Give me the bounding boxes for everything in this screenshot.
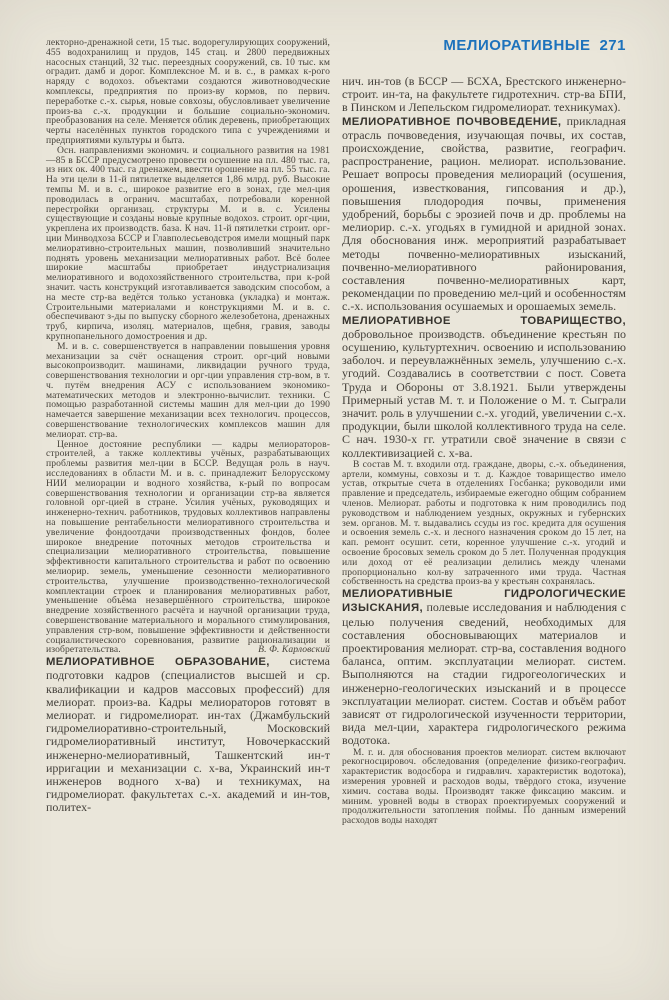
entry-headword: МЕЛИОРАТИВНОЕ ОБРАЗОВАНИЕ, <box>46 656 270 669</box>
entry-headword: МЕЛИОРАТИВНЫЕ ГИДРОЛОГИЧЕСКИЕ ИЗЫСКАНИЯ, <box>342 588 626 615</box>
text-columns <box>46 38 626 826</box>
entry-text: полевые исследования и наблюдения с целью получения сведений, необходимых для составления обосновывающих материалов и проектирования мелиорат. стр-ва, составления водного баланса, оптим. эксплуатации мелиорат. систем. Выполняются на стадии гидрогеологических и инженерно-геологических изысканий и в процессе эксплуатации мелиорат. систем. Состав и объём работ зависят от гидрологической изученности территории, вида мел-ции, характера гидрологического режима водотока. <box>342 600 627 748</box>
paragraph: лекторно-дренажной сети, 15 тыс. водорегулирующих сооружений, 455 водохранилищ и прудов, 145 стац. и 2800 передвижных насосных станций, 32 тыс. переездных сооружений, св. 10 тыс. км оградит. дамб и дорог. Комплексное М. и в. с., в рамках к-рого наряду с водохоз. объектами создаются животноводческие комплексы, предприятия по произ-ву кормов, по первич. переработке с.-х. сырья, новые совхозы, обусловливает увеличение произ-ва с.-х. продукции и большие социально-экономич. преобразования на селе. Меняется облик деревень, приобретающих черты населённых пунктов городского типа с учреждениями и предприятиями культуры и быта. <box>46 37 331 146</box>
right-column <box>342 38 626 826</box>
entry-text: добровольное производств. объединение крестьян по осушению, культуртехнич. освоению и использованию заболоч. и переувлажнённых земель, улучшению с.-х. угодий. Создавались в соответствии с пост. Совета Труда и Обороны от 3.8.1921. Были утверждены Примерный устав М. т. и Положение о М. т. Сыграли значит. роль в улучшении с.-х. угодий, увеличении с.-х. продукции, были школой коллективного труда на селе. С нач. 1930-х гг. утратили своё значение в связи с коллективизацией с. х-ва. <box>342 326 626 460</box>
entry-headword: МЕЛИОРАТИВНОЕ ТОВАРИЩЕСТВО, <box>342 314 626 327</box>
entry-meliorativnoe-tovarishchestvo <box>342 314 626 460</box>
paragraph-text: Ценное достояние республики — кадры мелиораторов-строителей, а также коллективы учёных, разрабатывающих проблемы развития мел-ции в БССР. Ведущая роль в науч. исследованиях в области М. и в. с. принадлежит Белорусскому НИИ мелиорации и водного хозяйства, к-рый по вопросам совершенствования технологии и организации стр-ва является головной орг-цией в стране. Усилия учёных, руководящих и инженерно-технич. работников, трудовых коллективов направлены на повышение рентабельности мелиоративного строительства и увеличение фондоотдачи производственных фондов, более широкое внедрение поточных методов строительства и специализации мелиоративного строительства, повышение эффективности капитального строительства и работ по освоению мелиорир. земель, уменьшение сезонности мелиоративного строительства, улучшение производственно-технологической комплектации строек и планирования мелиоративных работ, уменьшение объёма незавершённого строительства, широкое внедрение хозяйственного расчёта и научной организации труда, совершенствование материального и морального стимулирования, управления стр-вом, повышение эффективности и действенности социалистического соревнования, развитие рационализации и изобретательства. <box>46 438 330 656</box>
entry-meliorativnoe-pochvovedenie <box>342 115 626 314</box>
paragraph: В состав М. т. входили отд. граждане, дворы, с.-х. объединения, артели, коммуны, совхозы и т. д. Каждое товарищество имело устав, открытые счета в отделениях Госбанка; руководили ими правление и председатель, избираемые ежегодно общим собранием членов. Мелиорат. работы и подготовка к ним проводились под руководством и наблюдением уездных, окружных и губернских зем. органов. М. т. выдавались ссуды из гос. кредита для осушения и освоения земель с.-х. и лесного назначения сроком до 15 лет, на кап. ремонт осушит. сети, коренное улучшение с.-х. угодий и освоение бросовых земель сроком до 5 лет. Полученная продукция или доход от её реализации делились между членами пропорционально кол-ву затраченного ими труда. Частная собственность на средства произ-ва у крестьян сохранялась. <box>342 458 626 588</box>
entry-text: прикладная отрасль почвоведения, изучающая почвы, их состав, происхождение, свойства, развитие, географич. распространение, рацион. мелиорат. использование. Решает вопросы проведения мелиораций (осушения, орошения, известкования, гипсования и др.), повышения плодородия почвы, применения удобрений, борьбы с эрозией почв и др. проблемы на мелиорир. с.-х. угодьях в гумидной и аридной зонах. Для обоснования инж. мероприятий разрабатывает методы почвенно-мелиоративных изысканий, почвенно-мелиоративного районирования, составления почвенно-мелиоративных карт, рекомендации по проведению мел-ций и особенностям с.-х. использования осушаемых и орошаемых земель. <box>342 113 626 314</box>
running-head-title: МЕЛИОРАТИВНЫЕ <box>443 37 591 54</box>
entry-headword: МЕЛИОРАТИВНОЕ ПОЧВОВЕДЕНИЕ, <box>342 115 562 128</box>
paragraph: М. г. и. для обоснования проектов мелиорат. систем включают рекогносцировоч. обследования (определение физико-географич. характеристик водосбора и гидравлич. характеристик водотока), измерения уровней и расходов воды, твёрдого стока, изучение химич. состава воды. Производят также фиксацию максим. и миним. уровней воды в створах проектируемых сооружений и продолжительности затопления поймы. По данным измерений расходов воды находят <box>342 746 626 827</box>
entry-meliorativnye-gidrologicheskie-izyskaniya <box>342 587 626 747</box>
paragraph: М. и в. с. совершенствуется в направлении повышения уровня механизации за счёт оснащения строит. орг-ций новыми высокопроизводит. машинами, ликвидации ручного труда, совершенствования технологии и орг-ции управления стр-вом, в т. ч. путём внедрения АСУ с использованием экономико-математических методов и электронно-вычислит. техники. С помощью разработанной системы машин для мел-ции до 1990 намечается завершение механизации всех технологич. процессов, совершенствование технологических комплексов машин для мелиорат. стр-ва. <box>46 340 330 440</box>
page-number: 271 <box>599 37 626 54</box>
author-signature: В. Ф. Карловский <box>258 644 330 656</box>
paragraph-continuation: нич. ин-тов (в БССР — БСХА, Брестского инженерно-строит. ин-та, на факультете гидротехнич. стр-ва БПИ, в Пинском и Лепельском гидромелиорат. техникумах). <box>342 74 626 115</box>
entry-meliorativnoe-obrazovanie <box>46 655 330 814</box>
paragraph <box>46 440 330 656</box>
entry-text: система подготовки кадров (специалистов высшей и ср. квалификации и кадров массовых профессий) для мелиорат. произ-ва. Кадры мелиораторов готовят в мелиорат. и гидромелиорат. ин-тах (Джамбульский гидромелиоративно-строительный, Московский гидромелиоративный институт, Новочеркасский инженерно-мелиоративный, Ташкентский ин-т ирригации и механизации с. х-ва, Украинский ин-т инженеров водного х-ва) и техникумах, на гидромелиорат. факультетах с.-х. академий и ин-тов, политех- <box>46 654 330 815</box>
left-column <box>46 38 330 826</box>
running-head <box>342 38 626 54</box>
paragraph: Осн. направлениями экономич. и социального развития на 1981—85 в БССР предусмотрено провести осушение на пл. 480 тыс. га, из них ок. 400 тыс. га дренажем, ввести орошение на пл. 55 тыс. га. На эти цели в 11-й пятилетке выделяется 1,86 млрд. руб. Высокие темпы М. и в. с., широкое развитие его в зонах, где мел-ция проводилась в огранич. масштабах, потребовали коренной перестройки организац. структуры М. и в. с. Усилены существующие и созданы новые крупные водохоз. строит. орг-ции, укреплена их производств. база. К нач. 11-й пятилетки строит. орг-ции Минводхоза БССР и Главполесьеводстроя имели мощный парк мелиоративно-строительных машин, позволивший значительно поднять уровень механизации мелиоративных работ. Всё более широкие масштабы приобретает индустриализация мелиоративного и водохозяйственного строительства, при к-рой значит. часть конструкций изготавливается заводским способом, а на месте стр-ва ведётся только установка (укладка) и монтаж. Строительными материалами и конструкциями М. и в. с. обеспечивают з-ды по выпуску сборного железобетона, дренажных труб, кирпича, изоляц. материалов, щебня, гравия, заводы крупнопанельного домостроения и др. <box>46 144 330 342</box>
